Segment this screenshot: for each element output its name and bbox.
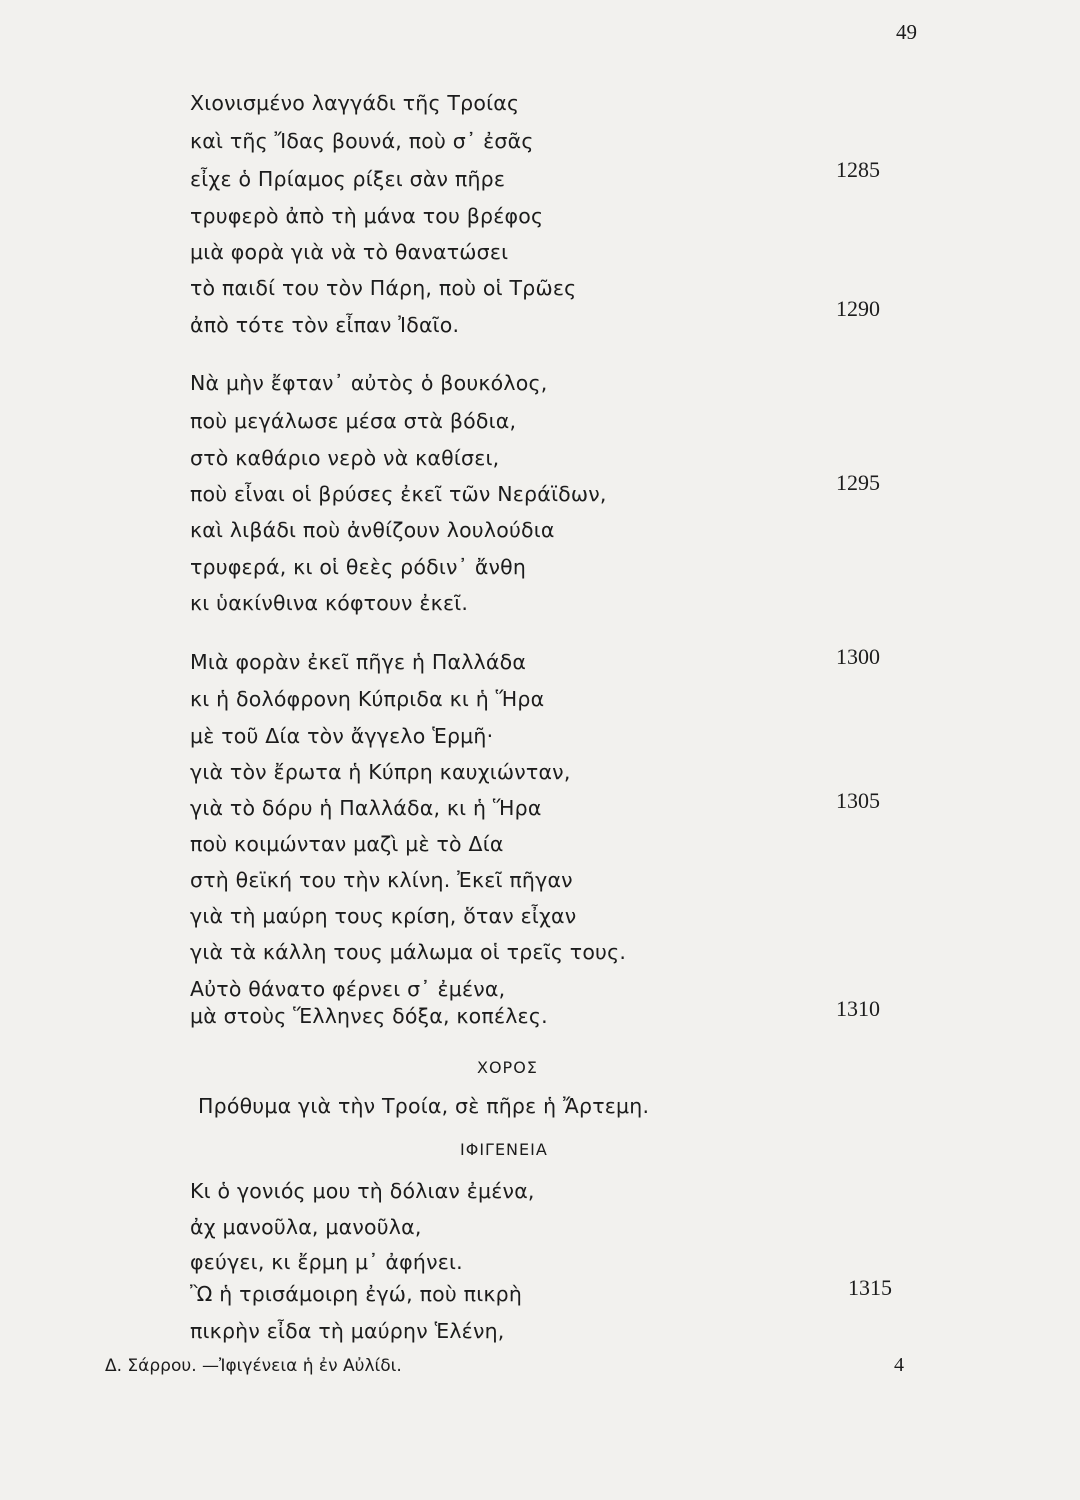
verse-line: μὲ τοῦ Δία τὸν ἄγγελο Ἑρμῆ· xyxy=(190,724,494,748)
verse-line: τρυφερὸ ἀπὸ τὴ μάνα του βρέφος xyxy=(190,204,544,228)
line-number: 1310 xyxy=(836,996,880,1021)
verse-line: μιὰ φορὰ γιὰ νὰ τὸ θανατώσει xyxy=(190,240,509,264)
verse-line: τὸ παιδί του τὸν Πάρη, ποὺ οἱ Τρῶες xyxy=(190,276,577,300)
verse-line: καὶ λιβάδι ποὺ ἀνθίζουν λουλούδια xyxy=(190,518,555,542)
verse-line: κι ἡ δολόφρονη Κύπριδα κι ἡ Ἥρα xyxy=(190,687,545,711)
verse-line: φεύγει, κι ἔρμη μ᾽ ἀφήνει. xyxy=(190,1250,463,1274)
verse-line: τρυφερά, κι οἱ θεὲς ρόδιν᾽ ἄνθη xyxy=(190,555,527,579)
signature-mark: 4 xyxy=(894,1354,904,1376)
line-number: 1285 xyxy=(836,157,880,182)
verse-line: ποὺ μεγάλωσε μέσα στὰ βόδια, xyxy=(190,409,517,433)
verse-line: Κι ὁ γονιός μου τὴ δόλιαν ἐμένα, xyxy=(190,1179,535,1203)
line-number: 1295 xyxy=(836,470,880,495)
verse-line: στὸ καθάριο νερὸ νὰ καθίσει, xyxy=(190,446,500,470)
verse-line: ποὺ εἶναι οἱ βρύσες ἐκεῖ τῶν Νεράϊδων, xyxy=(190,482,607,506)
page-number: 49 xyxy=(896,20,917,44)
verse-line: Νὰ μὴν ἔφταν᾽ αὐτὸς ὁ βουκόλος, xyxy=(190,371,548,395)
line-number: 1305 xyxy=(836,788,880,813)
verse-line: γιὰ τὰ κάλλη τους μάλωμα οἱ τρεῖς τους. xyxy=(190,940,627,964)
verse-line: γιὰ τὸ δόρυ ἡ Παλλάδα, κι ἡ Ἥρα xyxy=(190,796,542,820)
verse-line: γιὰ τὸν ἔρωτα ἡ Κύπρη καυχιώνταν, xyxy=(190,760,571,784)
speaker-label-chorus: ΧΟΡΟΣ xyxy=(477,1058,538,1077)
line-number: 1315 xyxy=(848,1275,892,1300)
verse-line: ἀχ μανοῦλα, μανοῦλα, xyxy=(190,1215,422,1239)
verse-line: γιὰ τὴ μαύρη τους κρίση, ὅταν εἶχαν xyxy=(190,904,577,928)
verse-line: Ὢ ἡ τρισάμοιρη ἐγώ, ποὺ πικρὴ xyxy=(190,1282,523,1306)
verse-line: καὶ τῆς Ἴδας βουνά, ποὺ σ᾽ ἐσᾶς xyxy=(190,129,534,153)
verse-line: Μιὰ φορὰν ἐκεῖ πῆγε ἡ Παλλάδα xyxy=(190,650,527,674)
verse-line: Αὐτὸ θάνατο φέρνει σ᾽ ἐμένα, xyxy=(190,977,506,1001)
verse-line: Χιονισμένο λαγγάδι τῆς Τροίας xyxy=(190,91,520,115)
footer-signature-line: Δ. Σάρρου. —Ἰφιγένεια ἡ ἐν Αὐλίδι. xyxy=(105,1356,402,1376)
chorus-line: Πρόθυμα γιὰ τὴν Τροία, σὲ πῆρε ἡ Ἄρτεμη. xyxy=(198,1094,650,1118)
verse-line: εἶχε ὁ Πρίαμος ρίξει σὰν πῆρε xyxy=(190,167,506,191)
verse-line: ἀπὸ τότε τὸν εἶπαν Ἰδαῖο. xyxy=(190,313,460,337)
line-number: 1290 xyxy=(836,296,880,321)
verse-line: κι ὑακίνθινα κόφτουν ἐκεῖ. xyxy=(190,591,469,615)
verse-line: στὴ θεϊκή του τὴν κλίνη. Ἐκεῖ πῆγαν xyxy=(190,868,573,892)
verse-line: ποὺ κοιμώνταν μαζὶ μὲ τὸ Δία xyxy=(190,832,504,856)
verse-line: μὰ στοὺς Ἕλληνες δόξα, κοπέλες. xyxy=(190,1004,548,1028)
line-number: 1300 xyxy=(836,644,880,669)
verse-line: πικρὴν εἶδα τὴ μαύρην Ἑλένη, xyxy=(190,1319,505,1343)
speaker-label-iphigenia: ΙΦΙΓΕΝΕΙΑ xyxy=(460,1140,548,1159)
